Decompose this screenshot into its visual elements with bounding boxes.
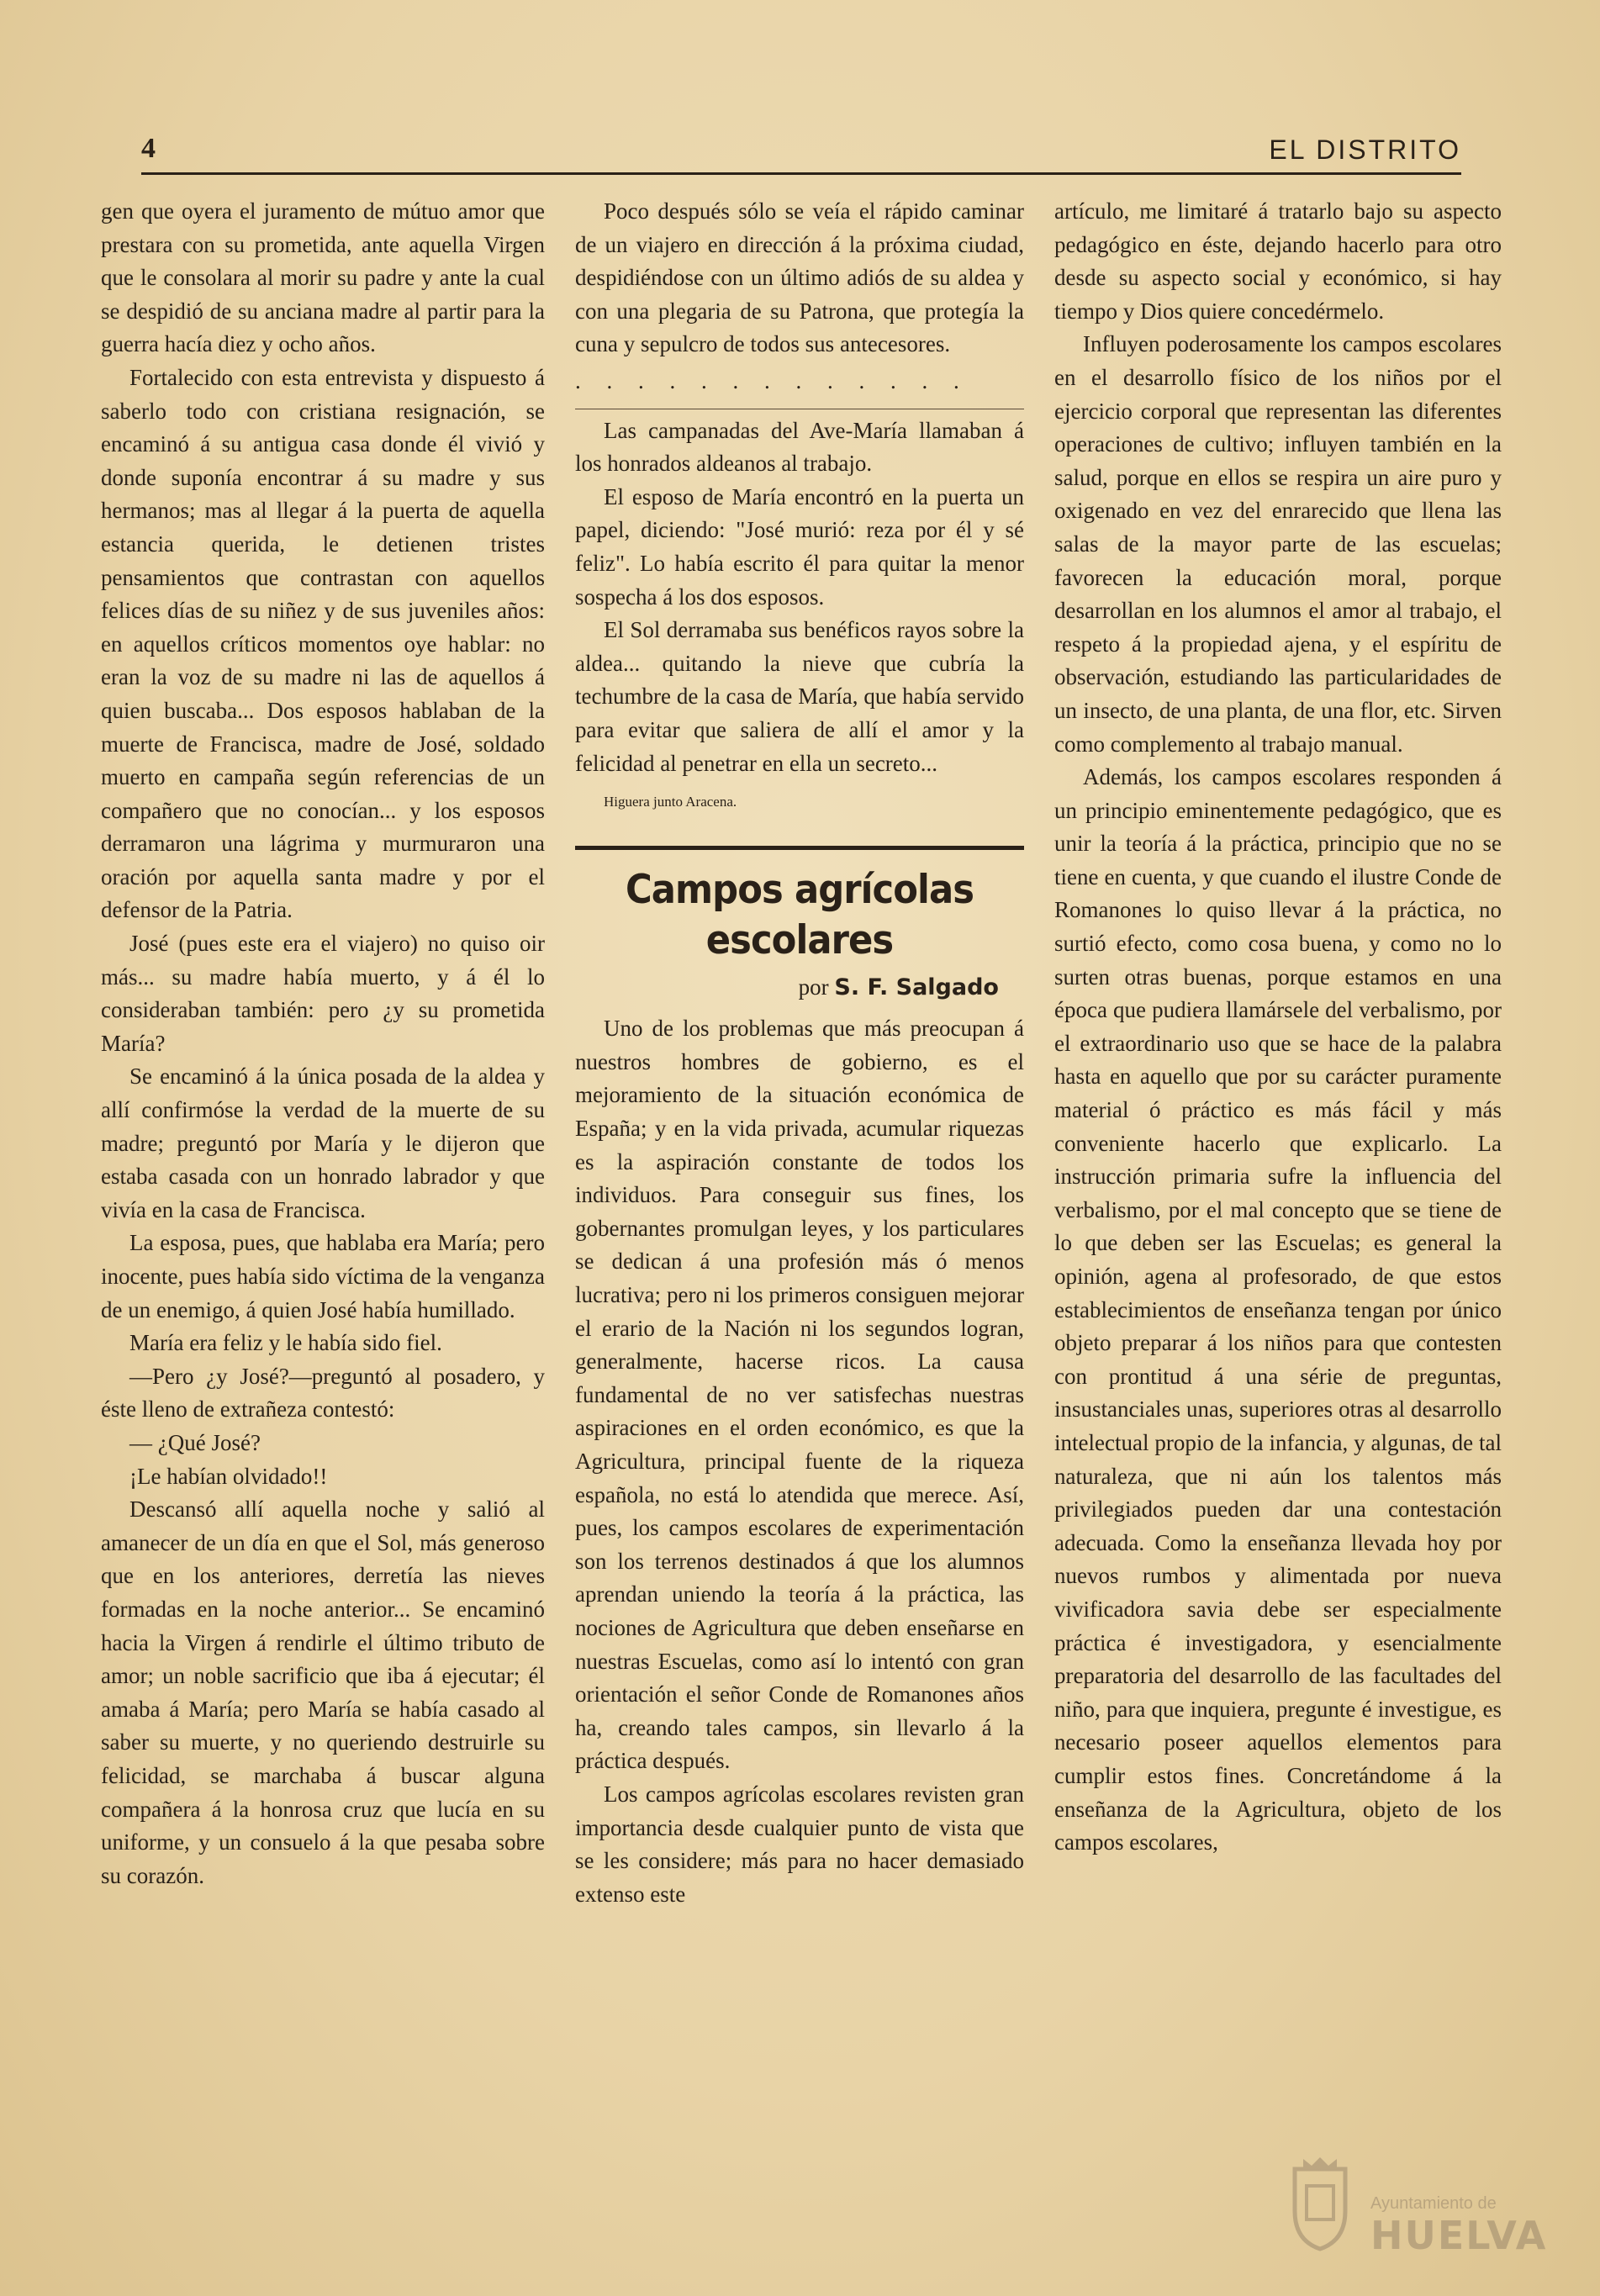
byline-author: S. F. Salgado: [834, 974, 999, 1000]
paragraph: El esposo de María encontró en la puerta un papel, diciendo: "José murió: reza por él y sé feliz". Lo había escrito él para quitar la menor sospecha á los dos esposos.: [575, 483, 1024, 610]
paragraph: Se encaminó á la única posada de la aldea y allí confirmóse la verdad de la muerte de su madre; preguntó por María y le dijeron que estaba casada con un honrado labrador y que vivía en la casa de Francisca.: [101, 1064, 545, 1222]
section-rule: [575, 846, 1024, 850]
column-1: [101, 195, 545, 1892]
paragraph: — ¿Qué José?: [129, 1429, 261, 1455]
byline: [575, 971, 1024, 1005]
page-header: [141, 133, 1461, 175]
paragraph: —Pero ¿y José?—preguntó al posadero, y éste lleno de extrañeza contestó:: [101, 1363, 545, 1422]
paragraph: La esposa, pues, que hablaba era María; pero inocente, pues había sido víctima de la venganza de un enemigo, á quien José había humillado.: [101, 1230, 545, 1322]
paragraph: Descansó allí aquella noche y salió al amanecer de un día en que el Sol, más generoso que en los anteriores, derretía las nieves formadas en la noche anterior... Se encaminó hacia la Virgen á rendirle el último tributo de amor; un noble sacrificio que iba á ejecutar; él amaba á María; pero María se había casado al saber su muerte, y no queriendo destruirle su felicidad, se marchaba á buscar alguna compañera á la honrosa cruz que lucía en su uniforme, y un consuelo á la que pesaba sobre su corazón.: [101, 1496, 545, 1888]
publication-title: EL DISTRITO: [1269, 135, 1461, 165]
paragraph: José (pues este era el viajero) no quiso oir más... su madre había muerto, y á él lo consideraban también: pero ¿y su prometida María?: [101, 931, 545, 1056]
paragraph: El Sol derramaba sus benéficos rayos sobre la aldea... quitando la nieve que cubría la techumbre de la casa de María, que había servido para evitar que saliera de allí el amor y la felicidad al penetrar en ella un secreto...: [575, 617, 1024, 776]
paragraph: Las campanadas del Ave-María llamaban á los honrados aldeanos al trabajo.: [575, 417, 1024, 477]
paragraph: Poco después sólo se veía el rápido caminar de un viajero en dirección á la próxima ciudad, despidiéndose con un último adiós de su aldea y con una plegaria de su Patrona, que protegía la cuna y sepulcro de todos sus antecesores.: [575, 198, 1024, 357]
paragraph: Uno de los problemas que más preocupan á nuestros hombres de gobierno, es el mejoramiento de la situación económica de España; y en la vida privada, acumular riquezas es la aspiración constante de todos los individuos. Para conseguir sus fines, los gobernantes promulgan leyes, y los particulares se dedican á una profesión más ó menos lucrativa; pero ni los primeros consiguen mejorar el erario de la Nación ni los segundos logran, generalmente, hacerse ricos. La causa fundamental de no ver satisfechas nuestras aspiraciones en el orden económico, es que la Agricultura, principal fuente de la riqueza española, no está lo atendida que merece. Así, pues, los campos escolares de experimentación son los terrenos destinados á que los alumnos aprendan uniendo la teoría á la práctica, las nociones de Agricultura que deben enseñarse en nuestras Escuelas, como así lo intentó con gran orientación el señor Conde de Romanones años ha, creando tales campos, sin llevarlo á la práctica después.: [575, 1016, 1024, 1774]
paragraph: Fortalecido con esta entrevista y dispuesto á saberlo todo con cristiana resignación, se encaminó á su antigua casa donde él vivió y donde suponía encontrar á su madre y sus hermanos; mas al llegar á la puerta de aquella estancia querida, le detienen tristes pensamientos que contrastan con aquellos felices días de su niñez y de sus juveniles años: en aquellos críticos momentos oye hablar: no eran la voz de su madre ni las de aquellos á quien buscaba... Dos esposos hablaban de la muerte de Francisca, madre de José, soldado muerto en campaña según referencias de un compañero que no conocían... y los esposos derramaron una lágrima y murmuraron una oración por aquella santa madre y por el defensor de la Patria.: [101, 364, 545, 923]
archive-watermark: [1286, 2152, 1548, 2270]
column-3: [1054, 195, 1502, 1860]
paragraph: ¡Le habían olvidado!!: [129, 1463, 328, 1489]
story-place: Higuera junto Aracena.: [604, 794, 737, 810]
page-number: 4: [141, 133, 156, 164]
column-2: [575, 195, 1024, 1911]
watermark-line-1: Ayuntamiento de: [1370, 2194, 1497, 2213]
article-title: Campos agrícolas escolares: [625, 866, 974, 963]
watermark-line-2: HUELVA: [1370, 2213, 1548, 2258]
paragraph: Además, los campos escolares responden á un principio eminentemente pedagógico, que es unir la teoría á la práctica, principio que no se tiene en cuenta, y que cuando el ilustre Conde de Romanones lo quiso llevar á la práctica, no surtió efecto, como cosa buena, y como no lo surten otras buenas, porque estamos en una época que pudiera llamársele del verbalismo, por el extraordinario uso que se hace de la palabra hasta en aquello que por su carácter puramente material ó práctico es más fácil y más conveniente hacerlo que explicarlo. La instrucción primaria sufre la influencia del verbalismo, por el mal concepto que se tiene de lo que deben ser las Escuelas; es general la opinión, agena al profesorado, de que estos establecimientos de enseñanza tengan por único objeto preparar á los niños para que contesten con prontitud á una série de preguntas, insustanciales unas, superiores otras al desarrollo intelectual propio de la infancia, y algunas, de tal naturaleza, que ni aún los talentos más privilegiados pueden dar una contestación adecuada. Como la enseñanza llevada hoy por nuevos rumbos y alimentada por nueva vivificadora savia debe ser especialmente práctica é investigadora, y esencialmente preparatoria del desarrollo de las facultades del niño, para que inquiera, pregunte é investigue, es necesario poseer aquellos elementos para cumplir estos fines. Concretándome á la enseñanza de la Agricultura, objeto de los campos escolares,: [1054, 764, 1502, 1855]
paragraph: Los campos agrícolas escolares revisten gran importancia desde cualquier punto de vista que se les considere; más para no hacer demasiado extenso este: [575, 1781, 1024, 1907]
coat-of-arms-icon: [1286, 2152, 1354, 2253]
byline-prefix: por: [798, 974, 829, 1000]
header-rule: [141, 172, 1461, 175]
paragraph: gen que oyera el juramento de mútuo amor que prestara con su prometida, ante aquella Virgen que le consolara al morir su padre y ante la cual se despidió de su anciana madre al partir para la guerra hacía diez y ocho años.: [101, 198, 545, 357]
paragraph: María era feliz y le había sido fiel.: [129, 1330, 442, 1356]
paragraph: artículo, me limitaré á tratarlo bajo su aspecto pedagógico en éste, dejando hacerlo para otro desde su aspecto social y económico, si hay tiempo y Dios quiere concedérmelo.: [1054, 198, 1502, 324]
ellipsis-divider: . . . . . . . . . . . . .: [575, 367, 969, 393]
paragraph: Influyen poderosamente los campos escolares en el desarrollo físico de los niños por el ejercicio corporal que representan las diferentes operaciones de cultivo; influyen también en la salud, porque en ellos se respira un aire puro y oxigenado en vez del enrarecido que llena las salas de la mayor parte de las escuelas; favorecen la educación moral, porque desarrollan en los alumnos el amor al trabajo, el respeto á la propiedad ajena, y el espíritu de observación, estudiando las particularidades de un insecto, de una planta, de una flor, etc. Sirven como complemento al trabajo manual.: [1054, 331, 1502, 757]
